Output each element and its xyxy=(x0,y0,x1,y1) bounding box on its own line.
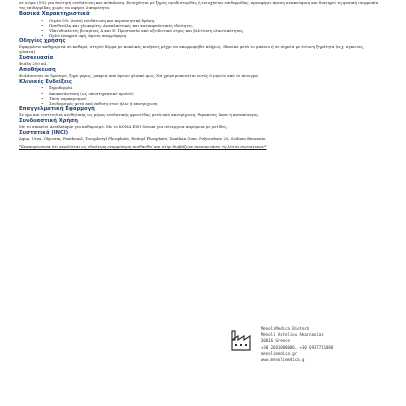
company-name: MenoliMedica Biotech xyxy=(261,326,310,331)
bullet-list xyxy=(19,85,381,105)
section-heading: Συσκευασία xyxy=(19,55,54,62)
section-text: Φιάλη 200 ml. xyxy=(19,61,48,67)
section-heading: Αποθήκευση xyxy=(19,67,56,74)
section-text: Εφαρμόστε καθημερινά σε καθαρό, στεγνό δέρμα με κυκλικές κινήσεις μέχρι να απορροφηθεί πλήρως. Ιδανικό μετά το μπάνιο ή σε σημεία με έντονη ξηρότητα (π.χ. αγκώνες, γόνατα). xyxy=(19,44,365,55)
section-heading: Συστατικά (INCI) xyxy=(19,129,69,136)
list-item-text: Συνδυασμός μετά από έκθεση στον ήλιο ή αποτρίχωση xyxy=(49,100,158,106)
list-item-text: Πολύ ελαφριά υφή, άμεση απορρόφηση. xyxy=(49,32,128,38)
list-item-text: Πανθενόλη και γλυκερίνη: Αναπλαστικές και καταπραϋντικές ιδιότητες. xyxy=(49,22,194,28)
bullet-icon: • xyxy=(41,22,44,28)
bullet-icon: • xyxy=(41,32,44,38)
bullet-icon: • xyxy=(41,85,44,91)
list-item-text: Ουρία 5%: λεπτή ενυδάτωση και περιποιητική δράση. xyxy=(49,17,156,23)
section-heading: Κλινικές Ενδείξεις xyxy=(19,79,72,86)
bullet-icon: • xyxy=(41,95,44,101)
company-phone: +30 2681088000, +30 6937711888 xyxy=(261,344,334,350)
section-text: Με το σαπούνι Aesthetique για καθαρισμό. Με το KONA EXO Serum για σύνεργεια παρόμοια με ρυτίδες. xyxy=(19,124,228,130)
company-website: www.menolimedica.g xyxy=(261,357,305,363)
document-body xyxy=(19,0,381,149)
bullet-icon: • xyxy=(41,27,44,33)
section-heading: Βασικά Χαρακτηριστικά xyxy=(19,11,90,18)
list-item xyxy=(19,101,381,106)
company-info xyxy=(261,326,333,363)
list-item-text: Αποκατάσταση (ως υποστηρικτικό προϊόν) xyxy=(49,90,134,96)
bullet-icon: • xyxy=(41,90,44,96)
list-item-text: Υδατοδιαλυτές βιταμίνες A και E: Προστασία από οξειδωτικό στρες και βελτίωση ελαστικότητας. xyxy=(49,27,245,33)
section-text: Σε spa και ινστιτούτα αισθητικής ως μέρος ενυδατικής φροντίδας μετά από αποτρίχωση, θεραπείες laser ή καταπόνηση. xyxy=(19,112,259,118)
list-item-text: Ξηροδερμία xyxy=(49,85,73,91)
list-item xyxy=(19,33,381,38)
section-text: Aqua, Urea, Glycerin, Panthenol, Tocopheryl Phosphate, Retinyl Phosphate, Xanthan Gum, Polysorbate 20, Sodium Benzoate. xyxy=(19,136,267,142)
section-heading: Οδηγίες χρήσης xyxy=(19,37,66,44)
section-heading: Επαγγελματική Εφαρμογή xyxy=(19,105,95,112)
company-address: Menoli Asteliou Akarnanias xyxy=(261,332,324,338)
section-text: Φυλάσσεται σε δροσερό, ξηρό μέρος, μακριά από άμεσο ηλιακό φως. Να χρησιμοποιείται εντός 6 μηνών από το άνοιγμα. xyxy=(19,73,260,79)
factory-icon xyxy=(230,328,256,352)
sections xyxy=(19,11,381,141)
bullet-icon: • xyxy=(41,100,44,106)
company-email: menolimedica.gr xyxy=(261,350,298,356)
footnote: *Εναπομένουσα ότι αναλύεται ως ιδιαίτερη εναρμόνηση αισθανθεί και στην διαβάζουν ανασκευάσει τη λίστα συστατικών* xyxy=(19,144,267,150)
bullet-list xyxy=(19,18,381,38)
company-postcode: 30016 Greece xyxy=(261,338,290,344)
section-heading: Συνδυαστική Χρήση xyxy=(19,117,78,124)
bullet-icon: • xyxy=(41,17,44,23)
intro-paragraph: σε σώμα (5%) για άνετητη ενυδάτωση και ανάπλαση. Ενισχύεται με ξηρός σμυδιστερίδες ή ενισχύεται επιδερμίδας, προσφέρει άμεση ανακούφιση και διατηρεί τη φυσική ισορροπία της επιδερμίδας χωρίς να αφήνει λιπαρότητα. xyxy=(19,0,379,11)
list-item-text: Τάση ναρκαρισμού xyxy=(49,95,87,101)
